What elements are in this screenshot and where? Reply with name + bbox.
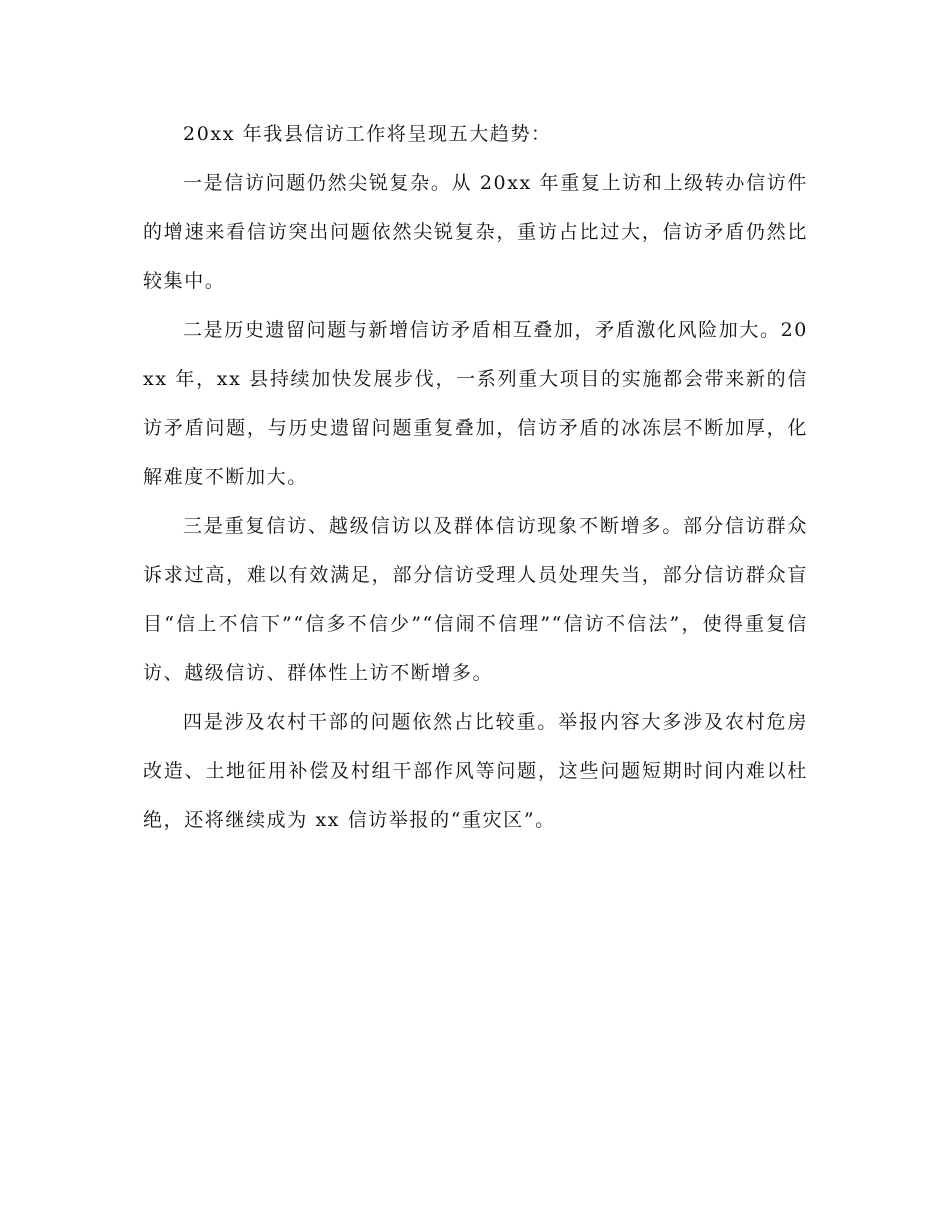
paragraph-trend-4: 四是涉及农村干部的问题依然占比较重。举报内容大多涉及农村危房改造、土地征用补偿及村组干部作风等问题，这些问题短期时间内难以杜绝，还将继续成为 xx 信访举报的“重灾区”。	[143, 711, 808, 831]
paragraph-trend-1: 一是信访问题仍然尖锐复杂。从 20xx 年重复上访和上级转办信访件的增速来看信访突出问题依然尖锐复杂，重访占比过大，信访矛盾仍然比较集中。	[143, 172, 808, 292]
paragraph-intro: 20xx 年我县信访工作将呈现五大趋势：	[183, 123, 552, 145]
document-body	[143, 110, 808, 845]
paragraph-trend-2: 二是历史遗留问题与新增信访矛盾相互叠加，矛盾激化风险加大。20xx 年，xx 县持续加快发展步伐，一系列重大项目的实施都会带来新的信访矛盾问题，与历史遗留问题重复叠加，信访矛盾的冰冻层不断加厚，化解难度不断加大。	[143, 319, 808, 488]
paragraph-trend-3: 三是重复信访、越级信访以及群体信访现象不断增多。部分信访群众诉求过高，难以有效满足，部分信访受理人员处理失当，部分信访群众盲目“信上不信下”“信多不信少”“信闹不信理”“信访不信法”，使得重复信访、越级信访、群体性上访不断增多。	[143, 515, 808, 684]
